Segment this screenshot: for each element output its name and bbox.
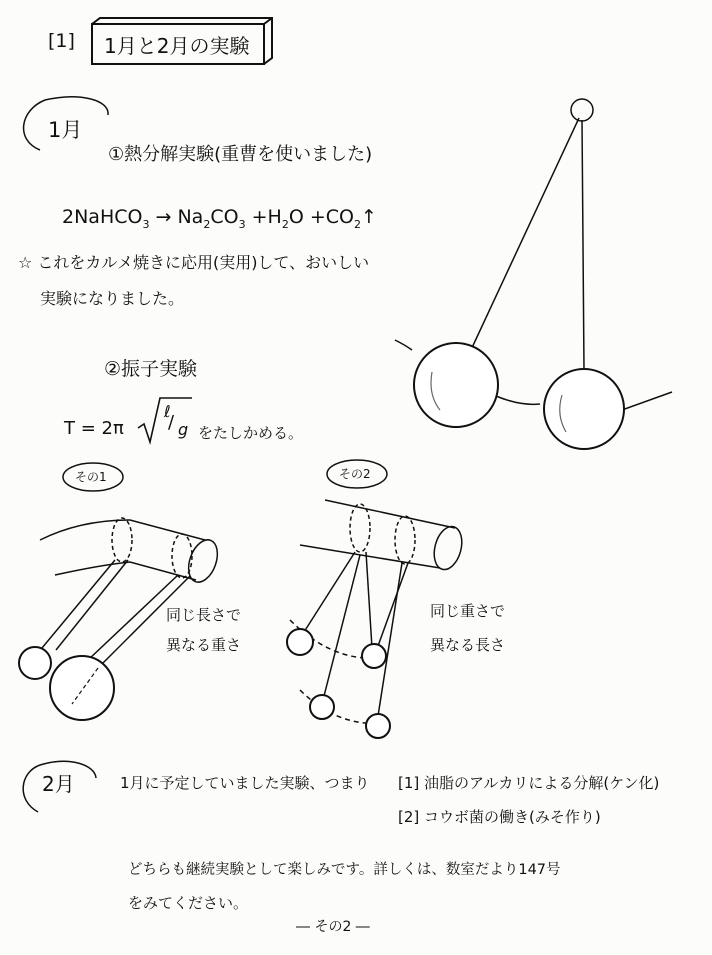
note-line-1: ☆ これをカルメ焼きに応用(実用)して、おいしい [18, 253, 370, 272]
exp2-title: ②振子実験 [104, 358, 198, 380]
note-line-2: 実験になりました。 [40, 289, 185, 308]
formula-prefix: T = 2π [64, 418, 124, 439]
setup2-ball-2 [362, 644, 386, 668]
setup1-small-ball [19, 647, 51, 679]
january-month-label: 1月 [48, 118, 83, 142]
exp1-title: ①熱分解実験(重曹を使いました) [108, 144, 373, 165]
closing-line-1: どちらも継続実験として楽しみです。詳しくは、数室だより147号 [128, 862, 561, 878]
february-month-label: 2月 [42, 772, 75, 796]
setup1-tag: その1 [75, 470, 107, 484]
setup2-tag: その2 [339, 467, 371, 481]
setup1-caption-2: 異なる重さ [166, 636, 242, 654]
setup2-caption-2: 異なる長さ [430, 636, 506, 654]
setup2-ball-3 [310, 695, 334, 719]
february-item-2: [2] コウボ菌の働き(みそ作り) [398, 808, 601, 826]
chemical-equation: 2NaHCO$_3$ → $Na_2CO_3 +H_2O$ $+CO_2↑$ [62, 206, 377, 231]
setup1-caption-1: 同じ長さで [166, 606, 242, 624]
formula-suffix: をたしかめる。 [198, 424, 304, 442]
setup2-caption-1: 同じ重さで [430, 602, 506, 620]
setup2-ball-1 [287, 629, 313, 655]
february-item-1: [1] 油脂のアルカリによる分解(ケン化) [398, 774, 660, 792]
section-mark: [1] [48, 30, 75, 52]
big-pendulum-ball-1 [414, 343, 498, 427]
formula-numerator: ℓ [164, 402, 171, 421]
setup1-large-ball [50, 656, 114, 720]
big-pendulum-ball-2 [544, 369, 624, 449]
formula-denominator: g [178, 420, 189, 439]
february-intro: 1月に予定していました実験、つまり [120, 774, 370, 792]
setup2-ball-4 [366, 714, 390, 738]
page-title: 1月と2月の実験 [104, 34, 250, 58]
closing-line-2: をみてください。 [128, 894, 249, 912]
formula-slash: / [168, 412, 175, 433]
page-marker: ― その2 ― [296, 919, 370, 935]
